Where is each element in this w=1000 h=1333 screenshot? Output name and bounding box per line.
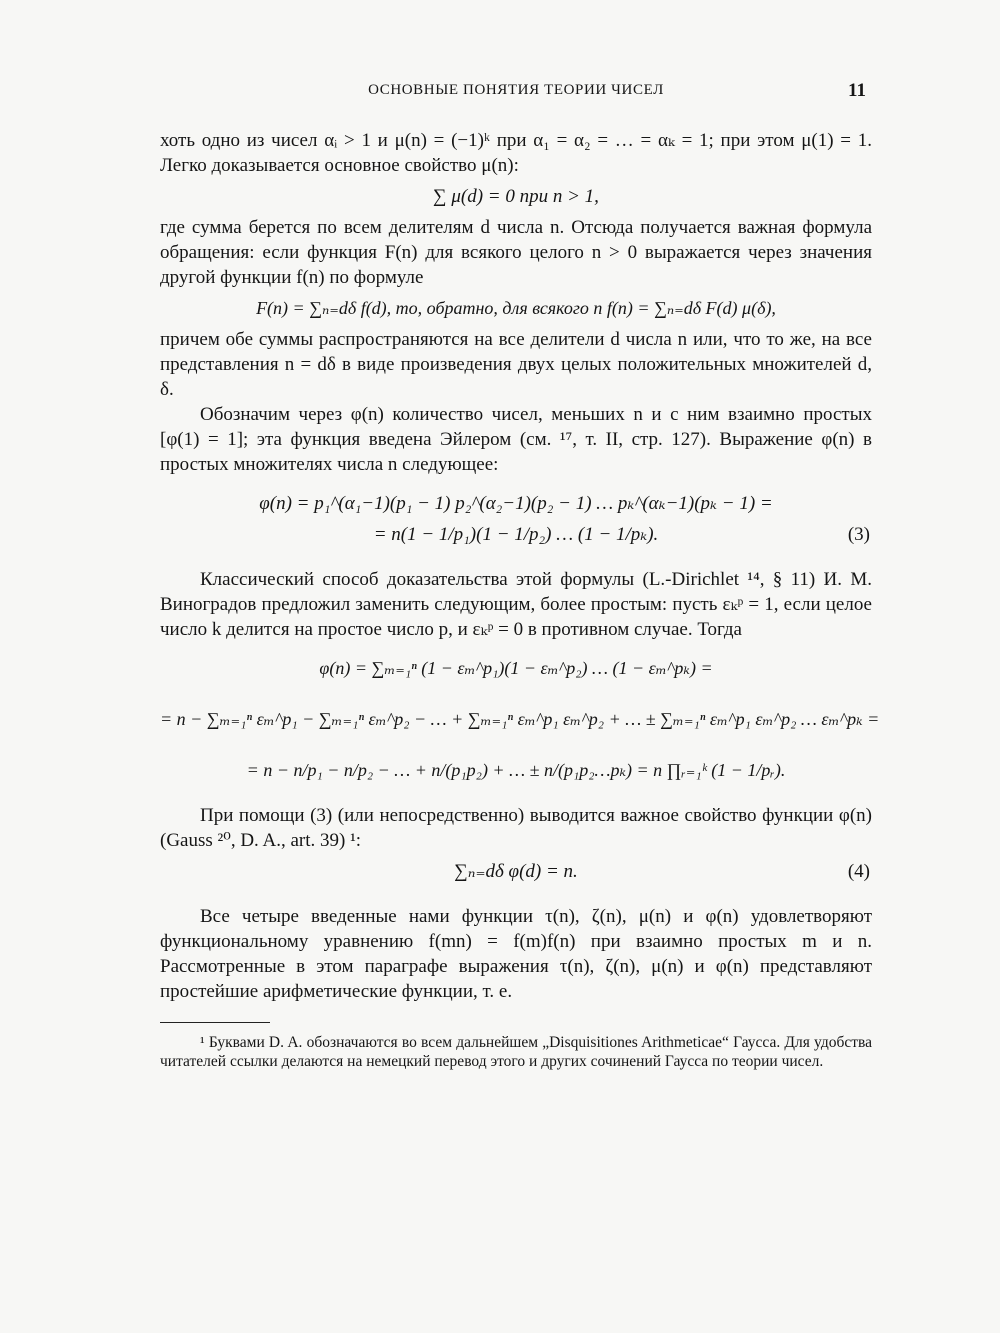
formula-inversion: F(n) = ∑ₙ₌dδ f(d), то, обратно, для всякого n f(n) = ∑ₙ₌dδ F(d) μ(δ),: [256, 298, 776, 318]
formula-vinogradov-line-1: φ(n) = ∑ₘ₌₁ⁿ (1 − εₘ^p₁)(1 − εₘ^p₂) … (1 − εₘ^pₖ) =: [319, 658, 713, 678]
equation-number-4: (4): [847, 861, 870, 882]
page-number: 11: [848, 80, 866, 101]
paragraph-euler-phi: Обозначим через φ(n) количество чисел, меньших n и с ним взаимно простых [φ(1) = 1]; эта функция введена Эйлером (см. ¹⁷, т. II, стр. 127). Выражение φ(n) в простых множителях числа n следующее:: [160, 404, 872, 475]
paragraph-mu-definition: хоть одно из чисел αᵢ > 1 и μ(n) = (−1)ᵏ при α₁ = α₂ = … = αₖ = 1; при этом μ(1) = 1. Легко доказывается основное свойство μ(n):: [160, 130, 872, 176]
paragraph-divisors: причем обе суммы распространяются на все делители d числа n или, что то же, на все представления n = dδ в виде произведения двух целых положительных множителей d, δ.: [160, 329, 872, 400]
formula-mu-sum: ∑ μ(d) = 0 при n > 1,: [433, 186, 599, 207]
running-title: ОСНОВНЫЕ ПОНЯТИЯ ТЕОРИИ ЧИСЕЛ: [368, 82, 664, 98]
formula-vinogradov-line-2: = n − ∑ₘ₌₁ⁿ εₘ^p₁ − ∑ₘ₌₁ⁿ εₘ^p₂ − … + ∑ₘ₌₁ⁿ εₘ^p₁ εₘ^p₂ + … ± ∑ₘ₌₁ⁿ εₘ^p₁ εₘ^p₂ … εₘ^pₖ =: [160, 709, 880, 729]
formula-phi-line-2: = n(1 − 1/p₁)(1 − 1/p₂) … (1 − 1/pₖ).: [373, 524, 659, 545]
page-body: [160, 128, 880, 1071]
footnote: ¹ Буквами D. A. обозначаются во всем дальнейшем „Disquisitiones Arithmeticae“ Гаусса. Для удобства читателей ссылки делаются на немецкий перевод этого и других сочинений Гаусса по теории чисел.: [160, 1034, 872, 1070]
paragraph-inversion-intro: где сумма берется по всем делителям d числа n. Отсюда получается важная формула обращения: если функция F(n) для всякого целого n > 0 выражается через значения другой функции f(n) по формуле: [160, 217, 872, 288]
footnote-divider: [160, 1022, 270, 1023]
formula-phi-line-1: φ(n) = p₁^(α₁−1)(p₁ − 1) p₂^(α₂−1)(p₂ − 1) … pₖ^(αₖ−1)(pₖ − 1) =: [259, 493, 773, 514]
page-header: [160, 78, 872, 104]
formula-phi-sum: ∑ₙ₌dδ φ(d) = n.: [454, 861, 578, 882]
equation-number-3: (3): [847, 524, 870, 545]
formula-vinogradov-line-3: = n − n/p₁ − n/p₂ − … + n/(p₁p₂) + … ± n/(p₁p₂…pₖ) = n ∏ᵣ₌₁ᵏ (1 − 1/pᵣ).: [246, 760, 786, 780]
paragraph-gauss-property: При помощи (3) (или непосредственно) выводится важное свойство функции φ(n) (Gauss ²⁰, D. A., art. 39) ¹:: [160, 805, 872, 851]
paragraph-vinogradov: Классический способ доказательства этой формулы (L.-Dirichlet ¹⁴, § 11) И. М. Виноградов предложил заменить следующим, более простым: пусть εₖᵖ = 1, если целое число k делится на простое число p, и εₖᵖ = 0 в противном случае. Тогда: [160, 569, 872, 640]
paragraph-arithmetic-functions: Все четыре введенные нами функции τ(n), ζ(n), μ(n) и φ(n) удовлетворяют функциональному уравнению f(mn) = f(m)f(n) при взаимно простых m и n. Рассмотренные в этом параграфе выражения τ(n), ζ(n), μ(n) и φ(n) представляют простейшие арифметические функции, т. е.: [160, 906, 872, 1002]
